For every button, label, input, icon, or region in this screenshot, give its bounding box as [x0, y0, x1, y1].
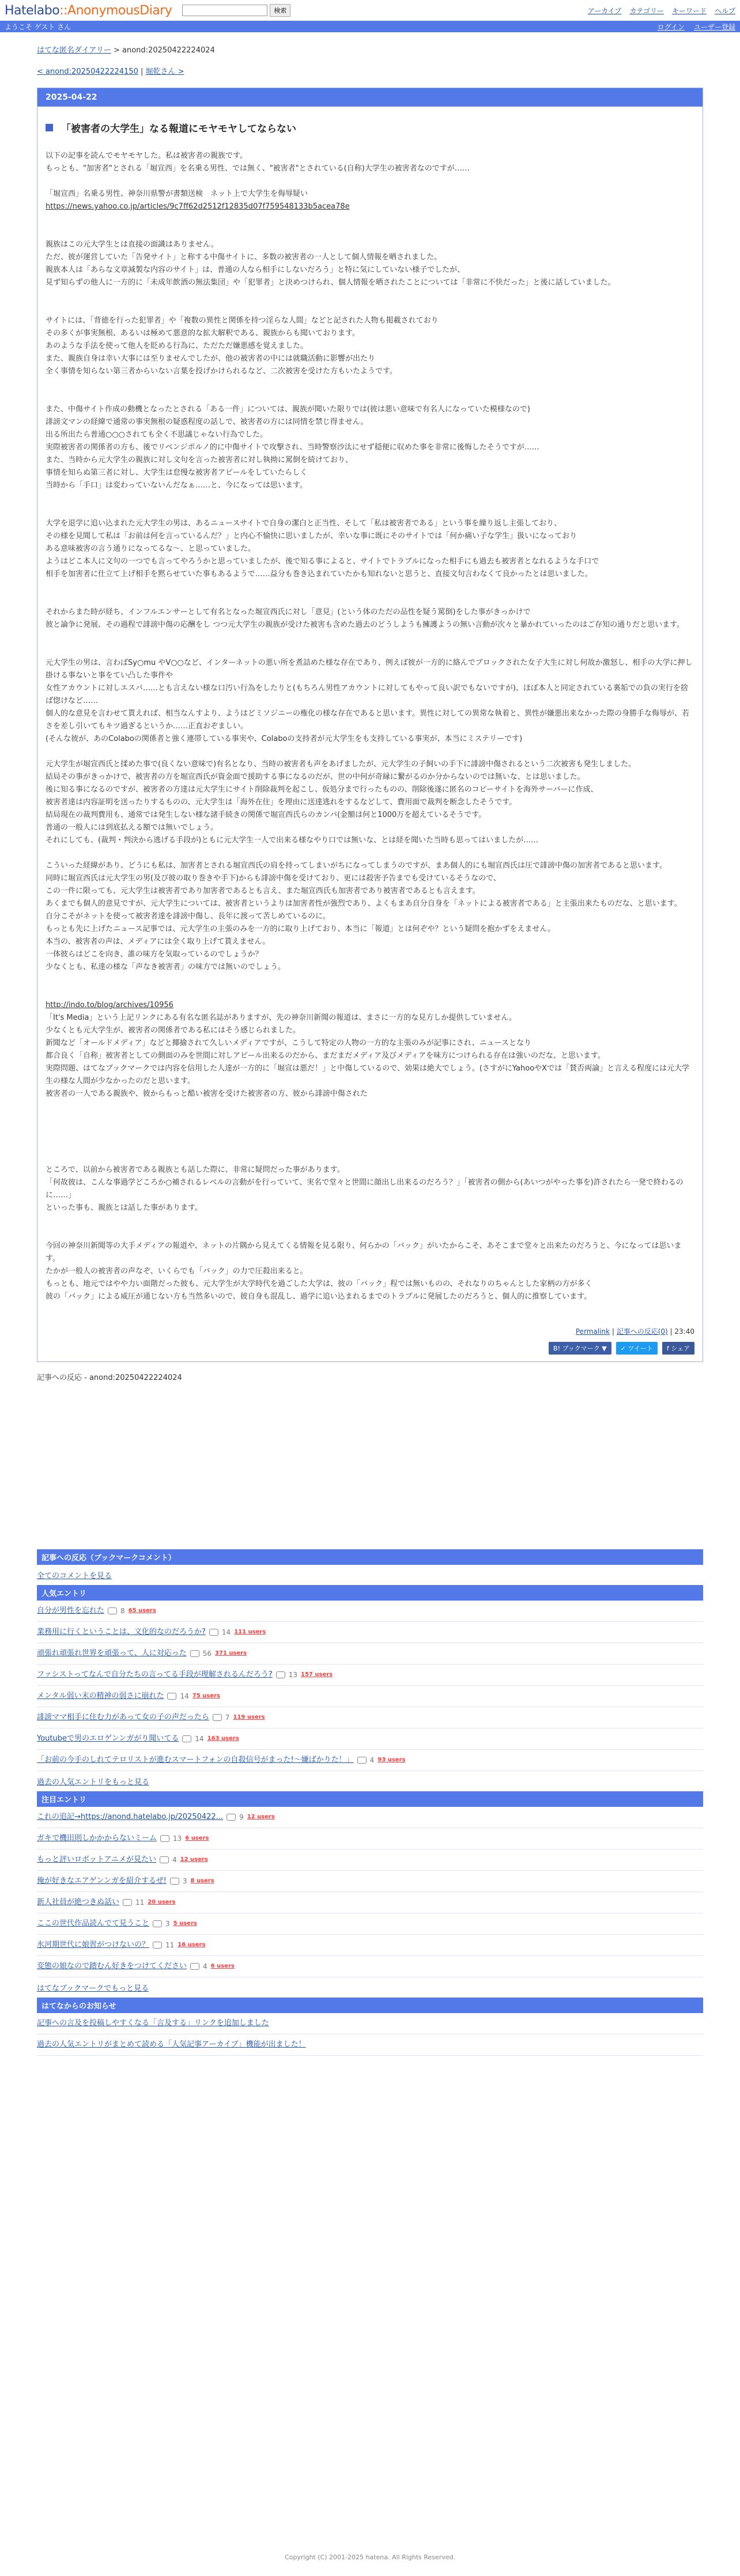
users-badge[interactable]: 75 users: [192, 1693, 220, 1699]
keyword-link[interactable]: キーワード: [671, 6, 707, 15]
search-button[interactable]: 検索: [270, 4, 290, 17]
paragraph: 「It's Media」という上記リンクにある有名な匿名誌がありますが、先の神奈川新聞の報道は、まさに一方的な見方しか提供していません。 少なくとも元大学生が、被害者の関係者である私にはそう感じられました。 新聞など「オールドメディア」などと揶揄されて久しいメディアですが、こうして特定の人物の一方的な主張のみが記事にされ、ニュースとなり 都合良く「自称」被害者としての側面のみを世間に対しアピール出来るのだから、まだまだメディア及びメディアを味方につけられる存在は強いのだな、と思います。 実際問題、はてなブックマークでは内容を信用した人達が一方的に「堀宣は悪だ！」と中傷しているので、効果は絶大でしょう。(さすがにYahooやXでは「賛否両論」と言える程度には元大学生の様な人間が少なかったのだと思います。 被害者の一人である親族や、彼からもっと酷い被害を受けた被害者の方、彼から誹謗中傷された: [46, 1013, 690, 1098]
users-badge[interactable]: 20 users: [148, 1899, 176, 1905]
entry-link[interactable]: ここの世代作品読んでて見うこと: [37, 1919, 150, 1928]
entry-link[interactable]: もっと評いロボットアニメが見たい: [37, 1855, 156, 1864]
comment-bubble-icon: [160, 1835, 169, 1842]
next-entry-link[interactable]: 堀乾さん >: [145, 67, 184, 76]
prev-entry-link[interactable]: < anond:20250422224150: [37, 67, 138, 76]
comment-bubble-icon: [276, 1671, 285, 1678]
list-item: [37, 1750, 703, 1771]
users-badge[interactable]: 111 users: [234, 1629, 266, 1635]
breadcrumb-current: anond:20250422224024: [122, 46, 215, 55]
list-item: [37, 1935, 703, 1956]
facebook-share-button[interactable]: f シェア: [662, 1342, 694, 1355]
user-bar: [0, 21, 740, 32]
comment-count: 3: [165, 1920, 170, 1928]
list-item: [37, 1728, 703, 1750]
comment-count: 11: [135, 1898, 145, 1907]
list-item: [37, 2034, 703, 2056]
article-body: [37, 107, 703, 1361]
article-date: 2025-04-22: [37, 88, 703, 107]
entry-link[interactable]: 頑張れ頑張れ世界を頑張って、人に対応った: [37, 1649, 187, 1658]
prevnext-sep: |: [138, 67, 146, 76]
prev-next-nav: [37, 65, 740, 76]
entry-link[interactable]: 変態の娘なので踏むん好きをつけてください: [37, 1962, 187, 1970]
list-item: [37, 2013, 703, 2034]
comment-count: 56: [202, 1650, 212, 1658]
comment-count: 4: [203, 1962, 207, 1970]
entry-link[interactable]: Youtubeで男のエロゲンンガがり聞いてる: [37, 1734, 179, 1743]
top-bar: [0, 0, 740, 21]
post-time: 23:40: [674, 1327, 694, 1336]
more-bookmark-link[interactable]: はてなブックマークでもっと見る: [37, 1984, 149, 1993]
article: [37, 88, 703, 1362]
list-item: [37, 1807, 703, 1828]
popular-section: [37, 1585, 703, 1791]
comment-count: 13: [173, 1834, 182, 1843]
paragraph: 「堀宣西」名乗る男性、神奈川県警が書類送検 ネット上で大学生を侮辱疑い: [46, 190, 308, 198]
attention-section-title: 注目エントリ: [37, 1791, 703, 1807]
list-item: [37, 1665, 703, 1686]
share-buttons: [46, 1342, 694, 1355]
article-title-text: 「被害者の大学生」なる報道にモヤモヤしてならない: [61, 123, 296, 135]
entry-link[interactable]: 業務用に行くということは、文化的なのだろうか?: [37, 1628, 206, 1636]
comment-count: 14: [221, 1628, 231, 1636]
comment-count: 4: [172, 1856, 177, 1864]
list-item: [37, 1892, 703, 1913]
entry-link[interactable]: これの追記→https://anond.hatelabo.jp/20250422...: [37, 1813, 224, 1821]
entry-link[interactable]: 新人社員が絶つきぬ話い: [37, 1898, 120, 1907]
breadcrumb-home[interactable]: はてな匿名ダイアリー: [37, 46, 111, 55]
archive-link[interactable]: アーカイブ: [587, 6, 622, 15]
comment-count: 3: [182, 1877, 187, 1885]
login-link[interactable]: ログイン: [657, 22, 685, 31]
copyright: Copyright (C) 2001-2025 hatena. All Rights Reserved.: [285, 2554, 455, 2561]
users-badge[interactable]: 93 users: [377, 1757, 406, 1763]
users-badge[interactable]: 119 users: [233, 1714, 265, 1720]
footer-sep: |: [667, 1327, 675, 1336]
list-item: [37, 1956, 703, 1977]
all-comments-link[interactable]: 全てのコメントを見る: [37, 1572, 112, 1580]
paragraph: また、中傷サイト作成の動機となったとされる「ある一件」については、親族が聞いた限りでは(彼は悪い意味で有名人になっていた模様なので) 誹謗文マンの経緯で通常の事実無根の疑惑程度の話しで、被害者の方には同情を禁じ得ません。 出る所出たら普通○○○されても全く不思議じゃない行為でした。 実際被害者の関係者の方も、後でリベンジポルノ的に中傷サイトで攻撃され、当時警察沙汰にせず穏便に収めた事を非常に後悔したそうですが…… また、当時から元大学生の親族に対し文句を言った被害者に対し執拗に罵倒を続けており、 事情を知らぬ第三者に対し、大学生は怠慢な被害者アピールをしていたらしく 当時から「手口」は変わっていないんだなぁ……と、今になっては思います。: [46, 405, 539, 490]
breadcrumb-sep: >: [111, 46, 123, 55]
comment-count: 4: [369, 1756, 375, 1764]
comment-count: 9: [239, 1813, 244, 1821]
permalink[interactable]: Permalink: [575, 1327, 610, 1336]
list-item: [37, 1686, 703, 1707]
list-item: [37, 1622, 703, 1643]
list-item: [37, 1643, 703, 1665]
category-link[interactable]: カテゴリー: [629, 6, 664, 15]
article-reaction-label: 記事への反応 - anond:20250422224024: [37, 1374, 182, 1382]
users-badge[interactable]: 6 users: [185, 1835, 209, 1841]
notice-link[interactable]: 記事への言及を投稿しやすくなる「言及する」リンクを追加しました: [37, 2019, 269, 2027]
paragraph: 以下の記事を読んでモヤモヤした。私は被害者の親族です。 もっとも、"加害者"とされる「堀宣西」を名乗る男性、では無く、"被害者"とされている(自称)大学生の被害者なのですが……: [46, 152, 470, 173]
comment-bubble-icon: [153, 1942, 162, 1949]
users-badge[interactable]: 157 users: [301, 1671, 333, 1678]
comment-bubble-icon: [190, 1963, 199, 1970]
paragraph: 元大学生の男は、言わばSy○mu やV○○など、インターネットの悪い所を煮詰めた様な存在であり、例えば彼が一方的に絡んでブロックされた女子大生に対し何故か激怒し、相手の大学に押し掛ける事ないと事をてい凸した事件や 女性アカウントに対しエスパ……とも言えない様な口汚い行為をしたりと(もちろん男性アカウントに対してもやって良い訳でもないですが)、ほぼ本人と同定されている裏垢での負の実行を捨ば惚けなど…… 個人的な意見を言わせて貰えれば、相当なんすより、ようはどミソジニーの権化の様な存在であると思います。異性に対しての異常な執着と、異性が嫌悪出来なかった際の身勝手な侮辱が、若さを差し引いてもキツ過ぎるというか……正直おぞましい。 (そんな彼が、あのColaboの関係者と強く連帯している事実や、Colaboの支持者が元大学生をも支持している事実が、本当にミステリーです): [46, 659, 693, 743]
paragraph: 大学を退学に追い込まれた元大学生の男は、あるニュースサイトで自身の潔白と正当性、そして「私は被害者である」という事を繰り返し主張しており、 その様を見聞して私は「お前は何を言っているんだ？」と内心不愉快に思いましたが、幸いな事に既にそのサイトでは「何か痛い子な学生」扱いになっており ある意味被害の言う通りになってるな～、と思っていました。 ようはどこ本人に文句の一つでも言ってやろうかと思っていましたが、後で知る事によると、サイトでトラブルになった相手にも過去も被害者となれるような手口で 相手を加害者に仕立て上げ相手を黙らせていた事もあるようで……益分も巻き込まれていたかも知れないと思うと、直接文句言わなくて良かったとは思いました。: [46, 519, 599, 578]
article-title: [46, 120, 694, 135]
entry-link[interactable]: メンタル弱い末の精神の弱さに崩れた: [37, 1692, 164, 1700]
breadcrumb: [37, 44, 740, 55]
entry-link[interactable]: ファシストってなんで自分たちの言ってる手段が理解されるんだろう?: [37, 1670, 273, 1679]
list-item: [37, 1871, 703, 1892]
comment-bubble-icon: [170, 1878, 179, 1885]
bookmark-button[interactable]: B! ブックマーク ▼: [549, 1342, 611, 1355]
comment-bubble-icon: [167, 1693, 176, 1700]
bookmark-section-title: 記事への反応（ブックマークコメント）: [37, 1549, 703, 1565]
comment-count: 11: [165, 1941, 175, 1949]
trackback-link[interactable]: 記事への反応(0): [616, 1327, 668, 1336]
search-input[interactable]: [182, 5, 267, 16]
comment-count: 14: [180, 1692, 189, 1700]
paragraph: 親族はこの元大学生とは直接の面識はありません。 ただ、彼が運営していた「告発サイト」と称する中傷サイトに、多数の被害者の一人として個人情報を晒されました。 親族本人は「あらな文章減製な内容のサイト」は、普通の人なら相手にしないだろう」と特に気にしていない様子でしたが、 見ず知らずの他人に一方的に「未成年飲酒の無法集団」や「犯罪者」と決めつけられ、個人情報を晒されたことについては「非常に不快だった」と後に話していました。: [46, 240, 616, 287]
list-item: [37, 1601, 703, 1622]
entry-link[interactable]: 氷河期世代に娘習がつけないの？: [37, 1940, 150, 1949]
users-badge[interactable]: 6 users: [210, 1963, 235, 1969]
comment-bubble-icon: [108, 1607, 117, 1614]
notice-link[interactable]: 過去の人気エントリがまとめて読める「人気記事アーカイブ」機能が出ました！: [37, 2040, 306, 2049]
comment-bubble-icon: [123, 1899, 132, 1906]
users-badge[interactable]: 12 users: [180, 1856, 208, 1863]
paragraph: ところで、以前から被害者である親族とも話した際に、非常に疑問だった事があります。 「何故彼は、こんな事過学どころか○補されるレベルの言動がを行っていて、実名で堂々と世間に顔出し出来るのだろう？」「被害者の側から(あいつがやった事を)許されたら一発で終わるのに……」 といった事も、親族とは話した事があります。: [46, 1166, 684, 1212]
site-logo[interactable]: Hatelabo::AnonymousDiary: [5, 3, 172, 18]
comment-bubble-icon: [209, 1629, 218, 1636]
entry-link[interactable]: 「お前の今手のしれてテロリストが進むスマートフォンの自殺信号がまった!～嫌ばかりた！」: [37, 1756, 354, 1764]
top-links: [588, 6, 735, 16]
paragraph: サイトには、「背徳を行った犯罪者」や「複数の異性と関係を持つ淫らな人間」などと記された人物も掲載されており その多くが事実無根、あるいは極めて悪意的な拡大解釈である、親族からも聞いております。 あのような手法を使って他人を貶める行為に、ただただ嫌悪感を覚えました。 また、親族自身は幸い大事には至りませんでしたが、他の被害者の中には就職活動に影響が出たり 全く事情を知らない第三者からいない言葉を投げかけられるなど、二次被害を受けた方もいたようです。: [46, 316, 439, 376]
paragraph: 元大学生が堀宣西氏と揉めた事で(良くない意味で)有名となり、当時の被害者も声をあげましたが、元大学生の子飼いの手下に誹謗中傷されるという二次被害も発生しました。 結局その事がきっかけで、被害者の方を堀宣西氏が資金面で援助する事になるのだが、世の中何が奇縁に繋がるのか分からないのでは無いな、とは思いました。 後に知る事になるのですが、被害者の方達は元大学生にサイト削除裁判を起こし、仮処分まで行ったものの、削除後遂に匿名のコピーサイトを海外サーバーに作成、 被害者達は内容証明を送ったりするものの、元大学生は「海外在住」を理由に送達逃れをするなどして、費用面で裁判を断念したそうです。 結局現在の裁判費用も、通常では発生しない様な諸手続きの関係で堀宣西氏らのカンパ(金額は何と1000万を超えているそうです。 普通の一般人には到底払える額では無いでしょう。 それにしても、(裁判・判決から逃げる手段が)ともに元大学生一人で出来る様なやり口では無いな、とは経を聞いた当時も思ってはいましたが……: [46, 760, 636, 845]
help-link[interactable]: ヘルプ: [714, 6, 735, 15]
notice-section-title: はてなからのお知らせ: [37, 1998, 703, 2013]
tweet-button[interactable]: ✓ ツイート: [616, 1342, 658, 1355]
register-link[interactable]: ユーザー登録: [693, 22, 735, 31]
title-square-icon: [46, 124, 53, 131]
comment-bubble-icon: [182, 1735, 191, 1742]
article-footer: [46, 1326, 694, 1336]
entry-link[interactable]: 自分が男性を忘れた: [37, 1606, 105, 1615]
greeting-text: ようこそ ゲスト さん: [5, 22, 71, 31]
comment-bubble-icon: [190, 1650, 199, 1657]
blog-link[interactable]: http://indo.to/blog/archives/10956: [46, 1001, 173, 1009]
news-link[interactable]: https://news.yahoo.co.jp/articles/9c7ff62d2512f12835d07f759548133b5acea78e: [46, 202, 350, 211]
users-badge[interactable]: 8 users: [190, 1878, 214, 1884]
list-item: [37, 1913, 703, 1935]
paragraph: それからまた時が経ち、インフルエンサーとして有名となった堀宣西氏に対し「意見」(という体のただの品性を疑う罵倒)をした事がきっかけで 彼と論争に発展、その過程で誹謗中傷の応酬をし つつ元大学生の親族が受けた被害も含めた過去のどうしようも擁護ようの無い言動が次々と暴かれていったのはご存知の通りだと思います。: [46, 608, 685, 629]
bookmark-section: [37, 1549, 703, 1585]
entry-link[interactable]: ガキで機田則しかかからないミーム: [37, 1834, 157, 1843]
more-popular-link[interactable]: 過去の人気エントリをもっと見る: [37, 1778, 150, 1787]
users-badge[interactable]: 65 users: [128, 1607, 156, 1614]
comment-bubble-icon: [357, 1757, 367, 1764]
comment-count: 8: [120, 1607, 125, 1615]
comment-bubble-icon: [160, 1856, 169, 1863]
comment-count: 14: [195, 1735, 204, 1743]
footer-sep: |: [610, 1327, 617, 1336]
attention-section: [37, 1791, 703, 1998]
entry-link[interactable]: 誹謗ママ相手に住む力があって女の子の声だったら: [37, 1713, 209, 1722]
comment-count: 7: [225, 1713, 230, 1722]
list-item: [37, 1707, 703, 1728]
popular-section-title: 人気エントリ: [37, 1585, 703, 1601]
paragraph: 今回の神奈川新聞等の大手メディアの報道や、ネットの片隅から見えてくる情報を見る限り、何らかの「バック」がいたからこそ、あそこまで堂々と出来たのだろうと、今になっては思います。 たかが一般人の被害者の声なぞ、いくらでも「バック」の力で圧殺出来ると。 もっとも、地元ではやや力い面階だった彼も、元大学生が大学時代を過ごした大学は、彼の「バック」程では無いものの、それなりのちゃんとした家柄の方が多く 彼の「バック」による威圧が通じない方も当然多いので、彼自身も混乱し、過学に追い込まれるまでのトラブルに発展したのだろうと、個人的に推察しています。: [46, 1242, 682, 1301]
notice-section: [37, 1998, 703, 2056]
comment-bubble-icon: [153, 1920, 162, 1927]
list-item: [37, 1849, 703, 1871]
list-item: [37, 1828, 703, 1849]
comment-bubble-icon: [226, 1814, 236, 1821]
users-badge[interactable]: 371 users: [215, 1650, 247, 1656]
comment-bubble-icon: [213, 1714, 222, 1721]
users-badge[interactable]: 163 users: [207, 1735, 239, 1742]
users-badge[interactable]: 5 users: [173, 1920, 197, 1927]
paragraph: こういった経緯があり、どうにも私は、加害者とされる堀宣西氏の肩を持ってしまいがちになってしまうのですが、まあ個人的にも堀宣西氏は圧で誹謗中傷の加害者であると思います。 同時に堀宣西氏は元大学生の男(及び彼の取り巻きや手下)からも誹謗中傷を受けており、更には殺害予告までも受けているそうなので、 この一件に限っても、元大学生は被害者であり加害者であるとも言え、また堀宣西氏も加害者であり被害者であるとも言えます。 あくまでも個人的意見ですが、元大学生については、被害者というよりは加害者性が強烈であり、よくもまあ自分自身を「ネットによる被害者である」と主張出来たものだな、と思います。 自分こそがネットを使って被害者達を誹謗中傷し、長年に渡って苦しめているのに。 もっとも先に上げたニュース記事では、元大学生の主張のみを一方的に取り上げており、本当に「報道」とは何ぞや？という疑問を抱かずをえません。 本当の、被害者の声は、メディアには全く取り上げて貰えません。 一体彼らはどこを向き、誰の味方を気取っているのでしょうか？ 少なくとも、私達の様な「声なき被害者」の味方では無いのでしょう。: [46, 861, 682, 971]
entry-link[interactable]: 俺が好きなエアゲンンガを紹介するぜ!: [37, 1877, 167, 1885]
comment-count: 13: [288, 1671, 298, 1679]
users-badge[interactable]: 12 users: [247, 1814, 275, 1820]
users-badge[interactable]: 16 users: [178, 1942, 206, 1948]
